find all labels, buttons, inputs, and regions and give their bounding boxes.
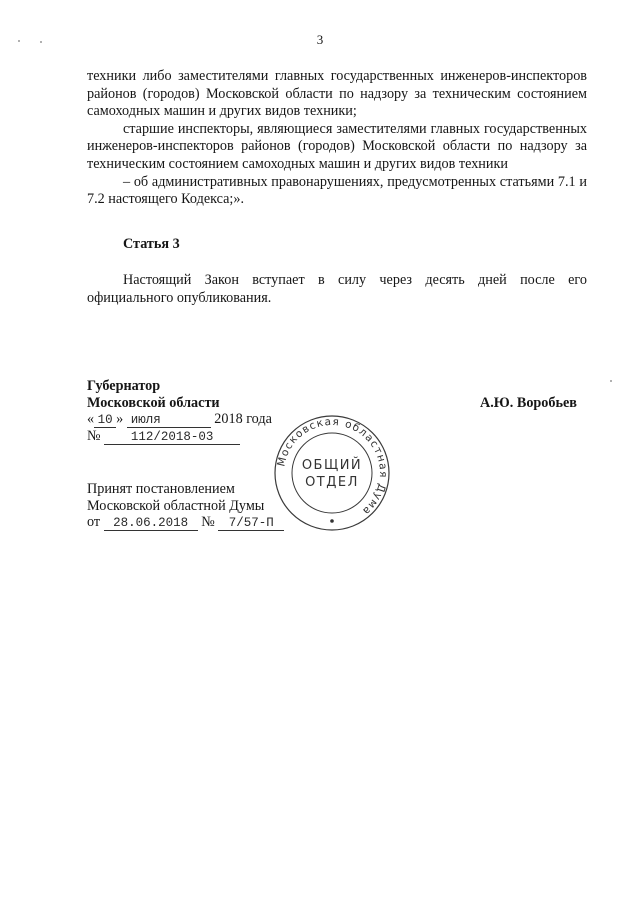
paragraph-continuation: техники либо заместителями главных государственных инженеров-инспекторов районов (городов) Московской области по надзору за техническим состоянием самоходных машин и других видов техники; [87,68,587,120]
stamp-center-line2: ОТДЕЛ [305,475,359,490]
date-close-quote: » [116,411,124,427]
law-number-line [87,428,240,445]
governor-name: А.Ю. Воробьев [480,395,577,411]
date-open-quote: « [87,411,95,427]
body-text [87,68,587,209]
adoption-date-line [87,514,284,531]
date-month: июля [127,413,211,428]
date-day: 10 [94,413,116,428]
date-year: 2018 года [214,411,272,427]
law-number: 112/2018-03 [104,430,240,445]
stamp-seal [272,413,392,533]
scan-speck [40,41,42,43]
adoption-line1: Принят постановлением [87,481,235,497]
article-text: Настоящий Закон вступает в силу через десять дней после его официального опубликования. [87,272,587,306]
adoption-line2: Московской областной Думы [87,498,265,514]
article-heading: Статья 3 [123,236,180,252]
stamp-center-line1: ОБЩИЙ [301,458,363,473]
number-sign: № [87,428,101,444]
governor-title-line2: Московской области [87,395,220,411]
stamp-ring-text: Московская областная Дума [275,415,390,518]
paragraph-offenses: – об административных правонарушениях, предусмотренных статьями 7.1 и 7.2 настоящего Кодекса;». [87,173,587,208]
adoption-date-prefix: от [87,514,101,530]
scan-speck [18,40,20,42]
governor-title-line1: Губернатор [87,378,161,394]
page-number: 3 [316,32,324,47]
paragraph-senior-inspectors: старшие инспекторы, являющиеся заместителями главных государственных инженеров-инспекторов районов (городов) Московской области по надзору за техническим состоянием самоходных машин и других видов техники [87,120,587,172]
law-date-line [87,411,272,428]
adoption-number: 7/57-П [218,516,284,531]
adoption-number-sign: № [201,514,215,530]
scan-speck [610,380,612,382]
article-body [87,272,587,307]
adoption-date: 28.06.2018 [104,516,198,531]
